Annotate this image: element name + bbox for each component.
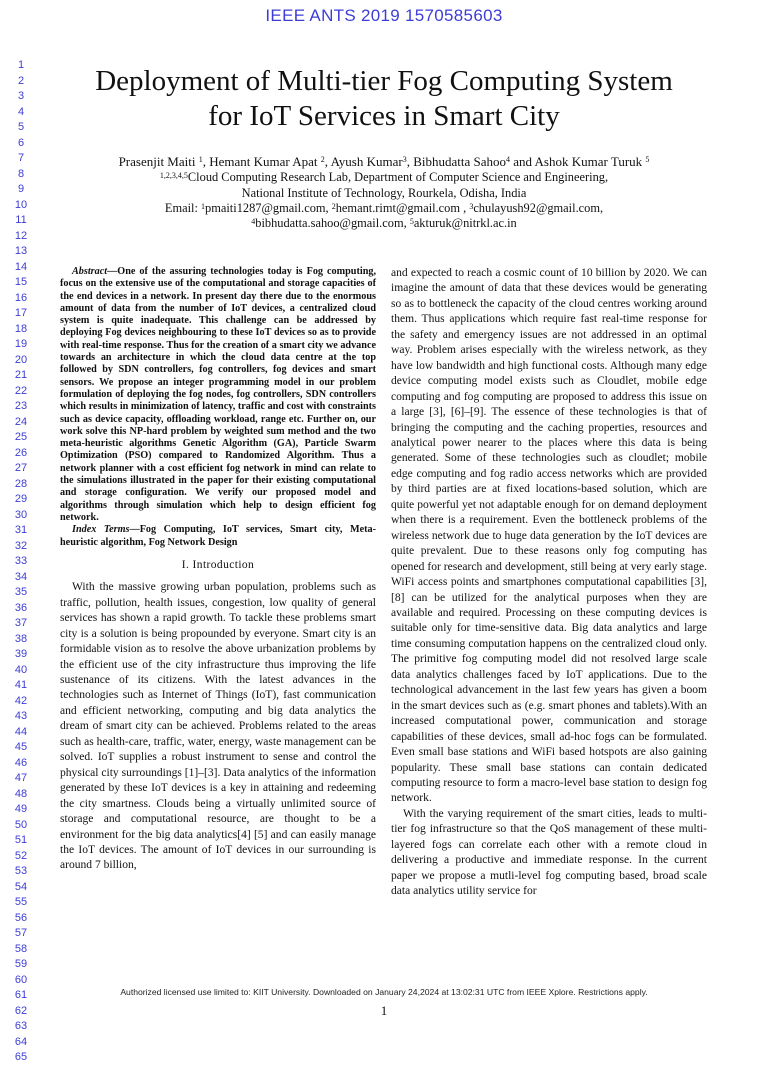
author-name: , Ayush Kumar: [324, 154, 403, 169]
affiliation-line-2: National Institute of Technology, Rourkela, Odisha, India: [241, 185, 527, 200]
email-address: bibhudatta.sahoo@gmail.com,: [255, 216, 410, 231]
email-index: 1: [201, 201, 206, 211]
line-number: 53: [14, 865, 28, 877]
author-name: Prasenjit Maiti: [118, 154, 199, 169]
right-column: [391, 266, 707, 900]
line-number: 30: [14, 508, 28, 521]
abstract-label: Abstract: [72, 266, 108, 277]
affiliation-line-1: [60, 170, 708, 185]
line-number: 36: [14, 601, 28, 614]
line-number: 39: [14, 648, 28, 660]
conference-paper-id: IEEE ANTS 2019 1570585603: [265, 6, 503, 25]
paper-title: [60, 64, 708, 134]
line-number: 52: [14, 849, 28, 862]
line-number: 13: [14, 245, 28, 257]
index-terms-text: —Fog Computing, IoT services, Smart city, Meta-heuristic algorithm, Fog Network Design: [60, 524, 376, 548]
line-number: 35: [14, 586, 28, 598]
line-number: 28: [14, 477, 28, 490]
line-number: 54: [14, 880, 28, 893]
email-index: 5: [409, 217, 414, 227]
line-number: 55: [14, 896, 28, 908]
line-number: 60: [14, 973, 28, 986]
line-number: 11: [15, 214, 27, 226]
line-number: 44: [14, 725, 28, 738]
line-number: 46: [14, 756, 28, 769]
left-column: [60, 266, 376, 874]
line-number: 63: [14, 1020, 28, 1032]
author-name: , Bibhudatta Sahoo: [406, 154, 506, 169]
title-line-1: Deployment of Multi-tier Fog Computing System: [95, 65, 673, 97]
line-number: 22: [14, 384, 28, 397]
email-address: akturuk@nitrkl.ac.in: [413, 216, 517, 231]
email-line-1: [60, 201, 708, 216]
line-number: 6: [17, 136, 25, 149]
line-number: 59: [14, 958, 28, 970]
email-index: 3: [469, 201, 474, 211]
author-index: 2: [320, 155, 325, 164]
line-number: 40: [14, 663, 28, 676]
intro-paragraph: With the massive growing urban population, problems such as traffic, pollution, health issues, congestion, low quality of general services has shown a rapid growth. To tackle these problems smart city is a solution is being propounded by everyone. Smart city is an formidable vision as to resolve the above urbanization problems by the efficient use of the city infrastructure thus improving the life sustenance of its citizens. With the latest advances in the technologies such as Internet of Things (IoT), fast communication and efficient networking, computing and big data analytics the dream of smart city can be achieved. Problems related to the areas such as health-care, traffic, water, energy, waste management can be solved. IoT supplies a robust instrument to sense and control the physical city surroundings [1]–[3]. Data analytics of the information generated by these IoT devices is a key in attaining and redeeming the city smartness. Clouds being a virtually unlimited source of storage and computational resource, are thought to be a environment for the big data analytics[4] [5] and can easily manage the IoT devices. The amount of IoT devices in our surrounding is around 7 billion,: [60, 581, 376, 872]
author-index: 4: [505, 155, 510, 164]
email-address: chulayush92@gmail.com,: [473, 200, 604, 215]
abstract-text: —One of the assuring technologies today is Fog computing, focus on the extensive use of the computational and storage capacities of the end devices in a network. In present day there due to the enormous amount of data from the number of IoT devices, a centralized cloud system is quite inadequate. This challenge can be addressed by deploying Fog devices neighbouring to these IoT devices so as to provide with real-time response. Thus for the creation of a smart city we advance towards an architecture in which the cloud data centre at the top followed by SDN controllers, fog controllers, fog devices and smart sensors. We propose an integer programming model in our problem formulation of deploying the fog nodes, fog controllers, SDN controllers which results in minimization of latency, traffic and cost with constraints such as device capacity, offloading workload, range etc. Further on, our work solve this NP-hard problem by weighted sum method and the two meta-heuristic algorithms Genetic Algorithm (GA), Particle Swarm Optimization (PSO) compared to Randomized Algorithm. Thus a network planner with a cost efficient fog network in mind can relate to the simulations illustrated in the paper for their existing computational and storage configuration. We verify our proposed model and algorithms through simulation which help to design efficient fog network.: [60, 266, 376, 523]
line-number: 3: [17, 90, 25, 102]
author-index: 1: [198, 155, 203, 164]
line-number: 8: [17, 167, 25, 180]
line-number: 17: [14, 307, 28, 319]
line-number: 5: [17, 121, 25, 133]
line-number: 61: [14, 989, 28, 1001]
line-number: 50: [14, 818, 28, 831]
line-number: 4: [17, 105, 25, 118]
line-number: 24: [14, 415, 28, 428]
line-number: 19: [14, 338, 28, 350]
line-number: 7: [17, 152, 25, 164]
line-number: 45: [14, 741, 28, 753]
email-index: 2: [331, 201, 336, 211]
line-number: 31: [14, 524, 28, 536]
line-number: 15: [14, 276, 28, 288]
line-number: 56: [14, 911, 28, 924]
email-index: 4: [251, 217, 256, 227]
line-number: 47: [14, 772, 28, 784]
line-number: 1: [17, 59, 25, 71]
line-number: 48: [14, 787, 28, 800]
author-index: 3: [402, 155, 407, 164]
title-line-2: for IoT Services in Smart City: [208, 100, 560, 132]
line-number: 29: [14, 493, 28, 505]
line-number: 21: [14, 369, 28, 381]
email-prefix: Email:: [164, 200, 202, 215]
line-number: 58: [14, 942, 28, 955]
line-number: 34: [14, 570, 28, 583]
email-address: pmaiti1287@gmail.com,: [205, 200, 332, 215]
body-paragraph: and expected to reach a cosmic count of 10 billion by 2020. We can imagine the amount of data that these devices would be generating so as to bottleneck the capacity of the cloud centres working around them. Thus applications which require fast real-time response for the safety and emergency issues are not addressed in an optimal way. Problem arises especially with the wireless network, as they have low bandwidth and high functional costs. Although many edge device computing model exists such as Cloudlet, mobile edge computing and fog computing are proposed to address this issue on a large [3], [6]–[9]. The essence of these technologies is that of bringing the computing and the caching properties, resources and analytical power nearer to the places where this data is being generated. Some of these technologies such as cloudlet; mobile edge computing and fog radio access networks which are provided by third parties are at fixed locations-based solution, which are quite powerful yet not adaptable enough for on demand deployment when there is a requirement. Even the bottleneck problems of the wireless network due to huge data generation by the IoT devices are quite prevalent. Due to these reasons only fog computing has opened for research and development, still being at very early stage. WiFi access points and smartphones computational capabilities [3], [8] can be utilized for the analytical purposes when they are available and required. Processing on these computing devices is suitable only for time-sensitive data. Big data analytics and large time consuming computation happens on the centralized cloud only. The primitive fog computing model did not resolved large scale data analytics challenges faced by IoT applications. Due to the technological advancement in the last few years has given a boom in the smart devices such as (e.g. smart phones and tablets).With an increased computational power, communication and storage capabilities of these devices, small ad-hoc fogs can be formulated. Even small base stations and WiFi based hotspots are also gaining popularity. These small base stations can contain dedicated computing resource to form a macro-level base station to design fog network.: [391, 267, 707, 805]
email-line-2: [60, 216, 708, 231]
body-paragraph: With the varying requirement of the smart cities, leads to multi-tier fog infrastructure so that the QoS management of these multi-layered fogs can correlate each other with a remote cloud in delivering a productive and immediate response. In the current paper we propose a mutli-level fog computing based, broad scale data analytics utility service for: [391, 807, 707, 898]
license-footer: Authorized licensed use limited to: KIIT University. Downloaded on January 24,2024 at 13:02:31 UTC from IEEE Xplore. Restrictions apply.: [120, 987, 648, 997]
line-number: 41: [14, 679, 28, 691]
line-number: 33: [14, 555, 28, 567]
line-number: 42: [14, 694, 28, 707]
line-number: 26: [14, 446, 28, 459]
page-number: 1: [380, 1003, 388, 1018]
line-number: 23: [14, 400, 28, 412]
line-number: 38: [14, 632, 28, 645]
affiliation-index: 1,2,3,4,5: [159, 171, 188, 181]
index-terms-label: Index Terms: [72, 524, 130, 536]
author-names: [60, 154, 708, 169]
line-number: 14: [14, 260, 28, 273]
line-number: 43: [14, 710, 28, 722]
author-block: [60, 154, 708, 231]
line-number: 18: [14, 322, 28, 335]
line-number: 51: [14, 834, 28, 846]
line-number: 20: [14, 353, 28, 366]
line-number: 49: [14, 803, 28, 815]
line-number: 62: [14, 1004, 28, 1017]
line-number-gutter: [0, 58, 42, 1066]
line-number: 16: [14, 291, 28, 304]
line-number: 2: [17, 74, 25, 87]
line-number: 10: [14, 198, 28, 211]
line-number: 25: [14, 431, 28, 443]
author-name: and Ashok Kumar Turuk: [509, 154, 646, 169]
line-number: 27: [14, 462, 28, 474]
line-number: 9: [17, 183, 25, 195]
email-address: hemant.rimt@gmail.com ,: [335, 200, 470, 215]
line-number: 12: [14, 229, 28, 242]
line-number: 65: [14, 1051, 28, 1063]
abstract: [60, 266, 376, 524]
author-name: , Hemant Kumar Apat: [202, 154, 321, 169]
index-terms: [60, 524, 376, 549]
line-number: 32: [14, 539, 28, 552]
affiliation-text: Cloud Computing Research Lab, Department of Computer Science and Engineering,: [187, 170, 609, 185]
line-number: 57: [14, 927, 28, 939]
line-number: 64: [14, 1035, 28, 1048]
section-heading-introduction: I. Introduction: [181, 558, 255, 571]
author-index: 5: [645, 155, 650, 164]
line-number: 37: [14, 617, 28, 629]
